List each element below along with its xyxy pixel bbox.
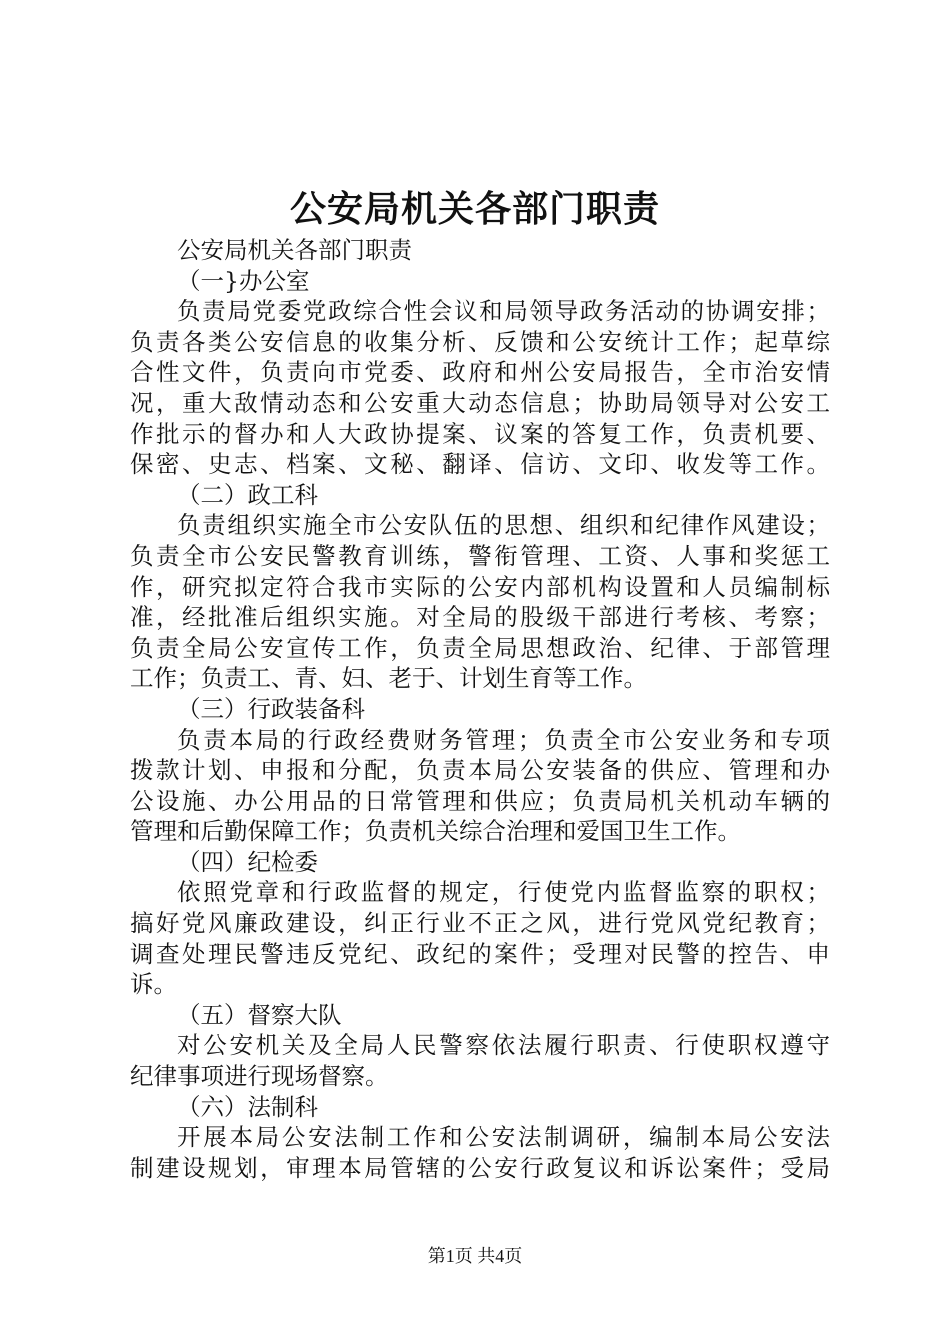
paragraph-line: 搞好党风廉政建设，纠正行业不正之风，进行党风党纪教育；	[130, 909, 830, 938]
paragraph-line: 拨款计划、申报和分配，负责本局公安装备的供应、管理和办	[130, 756, 830, 785]
paragraph-line: 调查处理民警违反党纪、政纪的案件；受理对民警的控告、申	[130, 939, 830, 968]
paragraph-line: 制建设规划，审理本局管辖的公安行政复议和诉讼案件；受局	[130, 1153, 830, 1182]
paragraph-line: 管理和后勤保障工作；负责机关综合治理和爱国卫生工作。	[130, 817, 741, 846]
paragraph-line: 保密、史志、档案、文秘、翻译、信访、文印、收发等工作。	[130, 450, 830, 479]
paragraph-line: 纪律事项进行现场督察。	[130, 1062, 389, 1091]
paragraph-line: 况，重大敌情动态和公安重大动态信息；协助局领导对公安工	[130, 388, 830, 417]
paragraph-line: 开展本局公安法制工作和公安法制调研，编制本局公安法	[177, 1123, 830, 1152]
paragraph-line: 公设施、办公用品的日常管理和供应；负责局机关机动车辆的	[130, 786, 830, 815]
section-heading: （五）督察大队	[177, 1000, 342, 1029]
section-office	[130, 266, 830, 480]
section-legal-affairs	[130, 1092, 830, 1184]
section-heading: （一}办公室	[177, 266, 310, 295]
paragraph-line: 诉。	[130, 970, 177, 999]
paragraph-line: 负责各类公安信息的收集分析、反馈和公安统计工作；起草综	[130, 327, 830, 356]
section-discipline-inspection	[130, 847, 830, 1000]
page-number-footer: 第1页 共4页	[427, 1246, 523, 1266]
paragraph-line: 准，经批准后组织实施。对全局的股级干部进行考核、考察；	[130, 603, 830, 632]
section-supervision-brigade	[130, 1000, 830, 1092]
document-subtitle: 公安局机关各部门职责	[177, 236, 412, 264]
section-heading: （四）纪检委	[177, 847, 318, 876]
paragraph-line: 依照党章和行政监督的规定，行使党内监督监察的职权；	[177, 878, 830, 907]
paragraph-line: 作，研究拟定符合我市实际的公安内部机构设置和人员编制标	[130, 572, 830, 601]
paragraph-line: 负责本局的行政经费财务管理；负责全市公安业务和专项	[177, 725, 830, 754]
paragraph-line: 对公安机关及全局人民警察依法履行职责、行使职权遵守	[177, 1031, 830, 1060]
document-body	[130, 235, 830, 1183]
paragraph-line: 负责全局公安宣传工作，负责全局思想政治、纪律、于部管理	[130, 633, 830, 662]
paragraph-line: 负责全市公安民警教育训练，警衔管理、工资、人事和奖惩工	[130, 541, 830, 570]
section-administration-equipment	[130, 694, 830, 847]
section-political-work	[130, 480, 830, 694]
paragraph-line: 负责组织实施全市公安队伍的思想、组织和纪律作风建设；	[177, 511, 830, 540]
section-heading: （二）政工科	[177, 480, 318, 509]
paragraph-line: 工作；负责工、青、妇、老于、计划生育等工作。	[130, 664, 647, 693]
section-heading: （三）行政装备科	[177, 694, 365, 723]
paragraph-line: 合性文件，负责向市党委、政府和州公安局报告，全市治安情	[130, 358, 830, 387]
paragraph-line: 作批示的督办和人大政协提案、议案的答复工作，负责机要、	[130, 419, 830, 448]
section-heading: （六）法制科	[177, 1092, 318, 1121]
document-title: 公安局机关各部门职责	[289, 188, 660, 230]
paragraph-line: 负责局党委党政综合性会议和局领导政务活动的协调安排；	[177, 297, 830, 326]
